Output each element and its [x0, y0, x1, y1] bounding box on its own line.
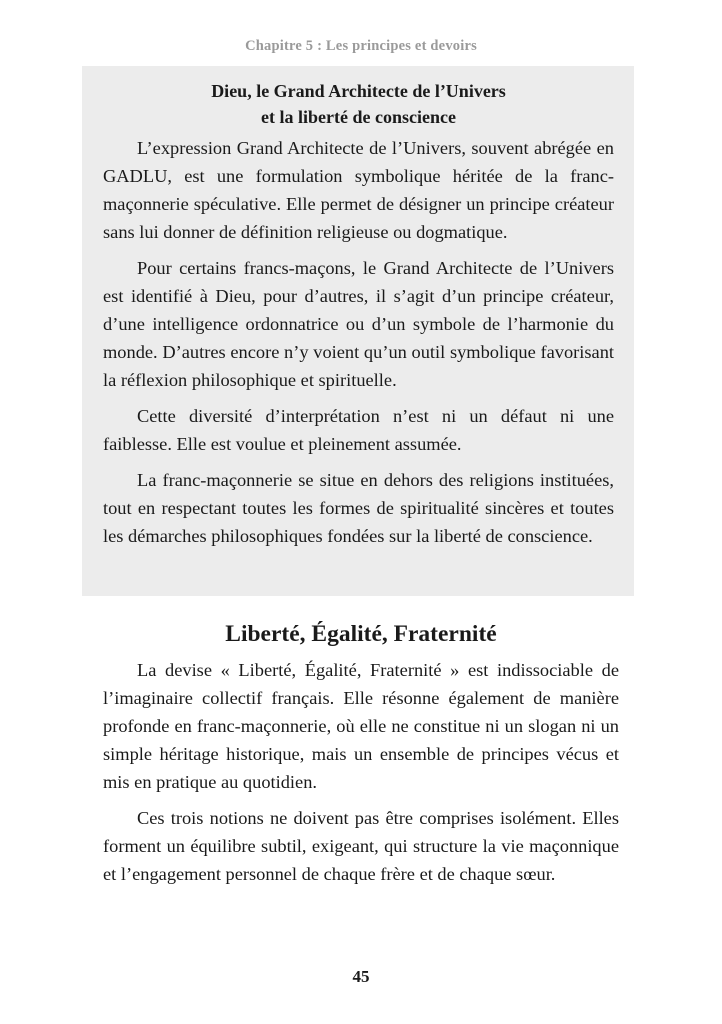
section-paragraph-2: Ces trois notions ne doivent pas être comprises isolément. Elles forment un équilibre subtil, exigeant, qui structure la vie maçonnique et l’engagement personnel de chaque frère et de chaque sœur. [103, 808, 619, 884]
box-paragraph-2: Pour certains francs-maçons, le Grand Architecte de l’Univers est identifié à Dieu, pour d’autres, il s’agit d’un principe créateur, d’une intelligence ordonnatrice ou d’un symbole de l’harmonie du monde. D’autres encore n’y voient qu’un outil symbolique favorisant la réflexion philosophique et spirituelle. [103, 258, 614, 390]
section-heading: Liberté, Égalité, Fraternité [225, 621, 497, 647]
page-number: 45 [352, 967, 370, 986]
box-title [103, 78, 614, 130]
sidebar-box [82, 66, 634, 596]
box-paragraph-3: Cette diversité d’interprétation n’est ni un défaut ni une faiblesse. Elle est voulue et pleinement assumée. [103, 406, 614, 454]
box-title-line-1: Dieu, le Grand Architecte de l’Univers [211, 81, 506, 101]
box-paragraph-4: La franc-maçonnerie se situe en dehors des religions instituées, tout en respectant toutes les formes de spiritualité sincères et toutes les démarches philosophiques fondées sur la liberté de conscience. [103, 470, 614, 546]
box-title-line-2: et la liberté de conscience [261, 107, 456, 127]
section-paragraph-1: La devise « Liberté, Égalité, Fraternité » est indissociable de l’imaginaire collectif français. Elle résonne également de manière profonde en franc-maçonnerie, où elle ne constitue ni un slogan ni un simple héritage historique, mais un ensemble de principes vécus et mis en pratique au quotidien. [103, 660, 619, 792]
running-head: Chapitre 5 : Les principes et devoirs [245, 38, 477, 54]
section [103, 618, 619, 896]
box-paragraph-1: L’expression Grand Architecte de l’Univers, souvent abrégée en GADLU, est une formulation symbolique héritée de la franc-maçonnerie spéculative. Elle permet de désigner un principe créateur sans lui donner de définition religieuse ou dogmatique. [103, 138, 614, 242]
